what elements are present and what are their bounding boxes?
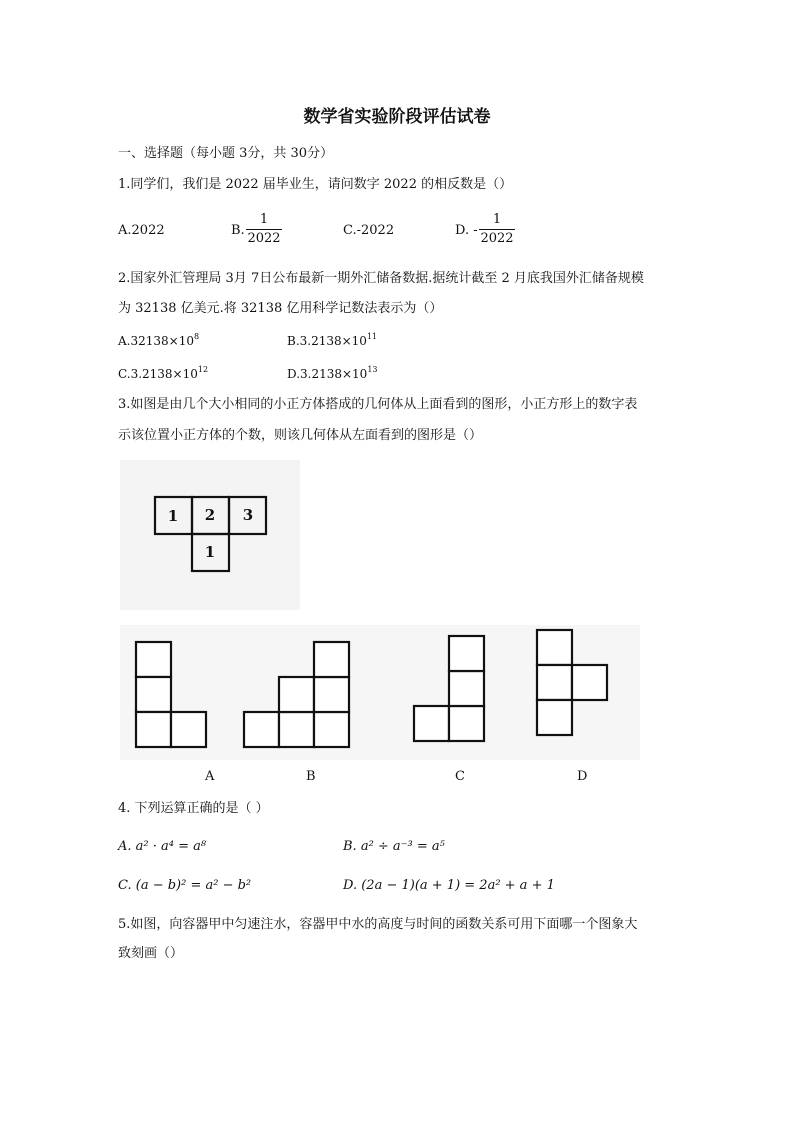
option-exponent: 13 — [367, 365, 378, 374]
option-d-square — [537, 700, 572, 735]
option-c-label: C — [455, 769, 465, 784]
section-heading: 一、选择题（每小题 3分，共 30分） — [118, 146, 334, 161]
fraction-denominator: 2022 — [247, 231, 281, 246]
top-view-number: 1 — [167, 507, 179, 525]
option-base: A.32138×10 — [118, 334, 194, 348]
option-b-square — [314, 677, 349, 712]
option-b-square — [279, 712, 314, 747]
question-2-line-1: 2.国家外汇管理局 3月 7日公布最新一期外汇储备数据.据统计截至 2 月底我国外汇储备规模 — [118, 271, 644, 286]
option-c-square — [449, 636, 484, 671]
option-d-square — [537, 630, 572, 665]
option-a-label: A — [205, 769, 215, 784]
question-5-line-1: 5.如图，向容器甲中匀速注水，容器甲中水的高度与时间的函数关系可用下面哪一个图象大 — [118, 917, 638, 932]
option-base: B.3.2138×10 — [287, 334, 367, 348]
question-1-option-d-prefix: D. - — [455, 223, 478, 238]
question-4-option-c: C. (a − b)² = a² − b² — [118, 878, 252, 893]
option-a-square — [171, 712, 206, 747]
fraction-numerator: 1 — [259, 212, 269, 227]
option-c-square — [449, 706, 484, 741]
fraction-numerator: 1 — [492, 212, 502, 227]
question-1-option-c: C.-2022 — [343, 223, 395, 238]
top-view-number: 3 — [242, 506, 254, 524]
option-c-square — [449, 671, 484, 706]
top-view-number: 1 — [204, 543, 216, 561]
option-b-square — [279, 677, 314, 712]
option-a-square — [136, 677, 171, 712]
question-1-option-a: A.2022 — [118, 223, 165, 238]
question-1-stem: 1.同学们，我们是 2022 届毕业生，请问数字 2022 的相反数是（） — [118, 177, 513, 192]
question-4-option-a: A. a² · a⁴ = a⁸ — [118, 839, 207, 854]
fraction-denominator: 2022 — [480, 231, 514, 246]
question-4-option-d: D. (2a − 1)(a + 1) = 2a² + a + 1 — [343, 878, 555, 893]
option-exponent: 12 — [197, 365, 209, 374]
question-2-line-2: 为 32138 亿美元.将 32138 亿用科学记数法表示为（） — [118, 301, 443, 316]
top-view-number: 2 — [204, 506, 216, 524]
option-exponent: 8 — [193, 332, 200, 341]
question-4-option-b: B. a² ÷ a⁻³ = a⁵ — [343, 839, 445, 854]
option-d-square — [572, 665, 607, 700]
option-b-square — [314, 642, 349, 677]
question-4-stem: 4. 下列运算正确的是（ ） — [118, 801, 269, 816]
option-d-square — [537, 665, 572, 700]
option-b-label: B — [306, 769, 316, 784]
question-3-line-1: 3.如图是由几个大小相同的小正方体搭成的几何体从上面看到的图形，小正方形上的数字表 — [118, 397, 638, 412]
option-a-square — [136, 642, 171, 677]
question-3-line-2: 示该位置小正方体的个数，则该几何体从左面看到的图形是（） — [118, 428, 483, 443]
option-base: C.3.2138×10 — [118, 367, 198, 381]
option-a-square — [136, 712, 171, 747]
option-b-square — [314, 712, 349, 747]
option-c-square — [414, 706, 449, 741]
option-base: D.3.2138×10 — [287, 367, 368, 381]
option-b-square — [244, 712, 279, 747]
page-title: 数学省实验阶段评估试卷 — [303, 107, 491, 127]
question-5-line-2: 致刻画（） — [118, 946, 184, 961]
question-1-option-b-prefix: B. — [231, 223, 245, 238]
option-d-label: D — [577, 769, 588, 784]
option-exponent: 11 — [366, 332, 378, 341]
